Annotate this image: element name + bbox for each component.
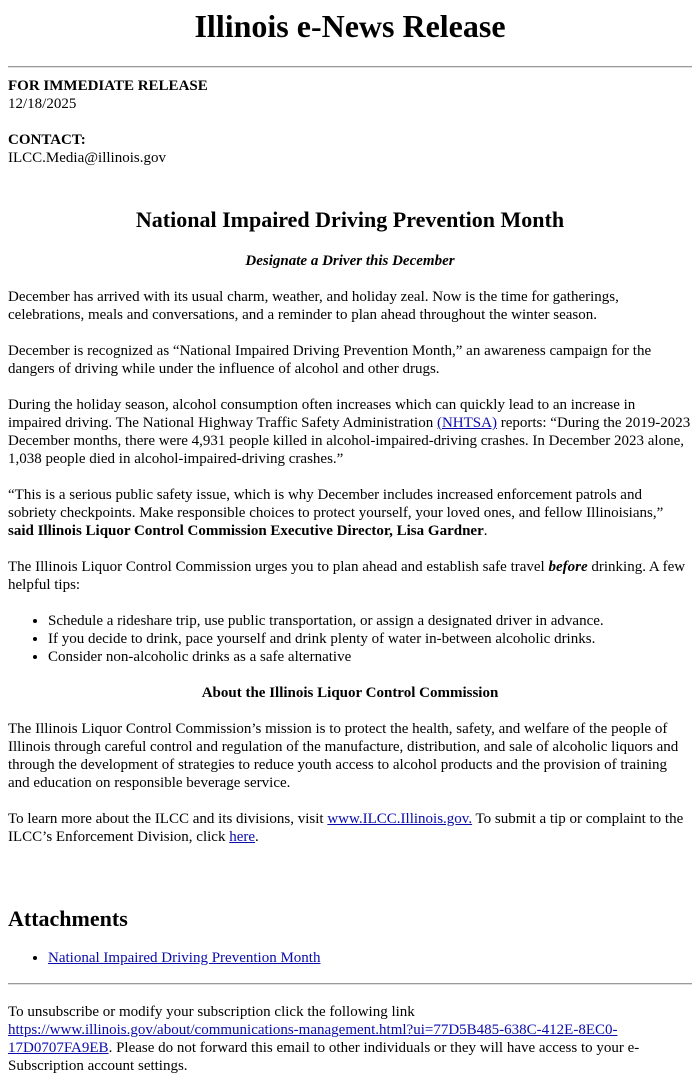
article-headline: National Impaired Driving Prevention Month	[135, 207, 565, 232]
quote-text: “This is a serious public safety issue, which is why December includes increased enforcement patrols and sobriety checkpoints. Make responsible choices to protect yourself, your loved ones, and fellow Illinoisians,”	[8, 487, 664, 521]
paragraph-intro: December has arrived with its usual charm, weather, and holiday zeal. Now is the time for gatherings, celebrations, meals and conversations, and a reminder to plan ahead throughout the winter season.	[8, 289, 619, 323]
footer-divider	[8, 983, 692, 985]
banner-title: Illinois e-News Release	[194, 8, 506, 44]
release-label: FOR IMMEDIATE RELEASE	[8, 78, 208, 94]
article-subhead: Designate a Driver this December	[245, 253, 455, 269]
paragraph-quote	[8, 486, 692, 540]
release-info	[8, 77, 692, 113]
paragraph-plan-ahead	[8, 558, 692, 594]
plan-text-before: The Illinois Liquor Control Commission urges you to plan ahead and establish safe travel	[8, 559, 549, 575]
plan-emphasis: before	[548, 559, 588, 575]
plan-text-after: drinking. A few helpful tips:	[8, 559, 686, 593]
footer-text-after: . Please do not forward this email to other individuals or they will have access to your e-Subscription account settings.	[8, 1040, 640, 1074]
list-item: • If you decide to drink, pace yourself and drink plenty of water in-between alcoholic drinks.	[48, 630, 692, 648]
contact-label: CONTACT:	[8, 132, 86, 148]
list-item	[48, 949, 692, 967]
tips-list	[8, 612, 692, 666]
list-item: • Schedule a rideshare trip, use public transportation, or assign a designated driver in advance.	[48, 612, 692, 630]
about-heading: About the Illinois Liquor Control Commission	[201, 685, 499, 701]
header-divider	[8, 66, 692, 68]
list-item: • Consider non-alcoholic drinks as a safe alternative	[48, 648, 692, 666]
nhtsa-text-before: During the holiday season, alcohol consumption often increases which can quickly lead to an increase in impaired driving. The National Highway Traffic Safety Administration	[8, 397, 636, 431]
attachment-link[interactable]: National Impaired Driving Prevention Month	[48, 950, 321, 966]
release-date: 12/18/2025	[8, 96, 77, 112]
footer-text-before: To unsubscribe or modify your subscription click the following link	[8, 1004, 415, 1020]
about-text: The Illinois Liquor Control Commission’s mission is to protect the health, safety, and welfare of the people of Illinois through careful control and regulation of the manufacture, distribution, and sale of alcoholic liquors and through the development of strategies to reduce youth access to alcohol products and the provision of training and education on responsible beverage service.	[8, 721, 679, 791]
paragraph-learn-more	[8, 810, 692, 846]
contact-info	[8, 131, 692, 167]
learn-text-after: .	[255, 829, 259, 845]
nhtsa-link[interactable]: (NHTSA)	[436, 415, 497, 431]
footer-unsubscribe	[8, 1003, 692, 1075]
learn-text-middle: To submit a tip or complaint to the ILCC’s Enforcement Division, click	[8, 811, 684, 845]
attachments-heading: Attachments	[8, 906, 128, 931]
quote-attribution: said Illinois Liquor Control Commission Executive Director, Lisa Gardner	[8, 523, 484, 539]
paragraph-campaign: December is recognized as “National Impaired Driving Prevention Month,” an awareness campaign for the dangers of driving while under the influence of alcohol and other drugs.	[8, 343, 652, 377]
unsubscribe-link[interactable]: https://www.illinois.gov/about/communications-management.html?ui=77D5B485-638C-412E-8EC0-17D0707FA9EB	[8, 1022, 618, 1056]
quote-end: .	[483, 523, 488, 539]
paragraph-nhtsa	[8, 396, 692, 468]
ilcc-website-link[interactable]: www.ILCC.Illinois.gov.	[327, 811, 473, 827]
attachments-list	[8, 949, 692, 967]
nhtsa-text-after: reports: “During the 2019-2023 December months, there were 4,931 people killed in alcohol-impaired-driving crashes. In December 2023 alone, 1,038 people died in alcohol-impaired-driving crashes.”	[8, 415, 691, 467]
enforcement-tip-link[interactable]: here	[229, 829, 256, 845]
contact-email: ILCC.Media@illinois.gov	[8, 150, 166, 166]
learn-text-before: To learn more about the ILCC and its divisions, visit	[8, 811, 328, 827]
